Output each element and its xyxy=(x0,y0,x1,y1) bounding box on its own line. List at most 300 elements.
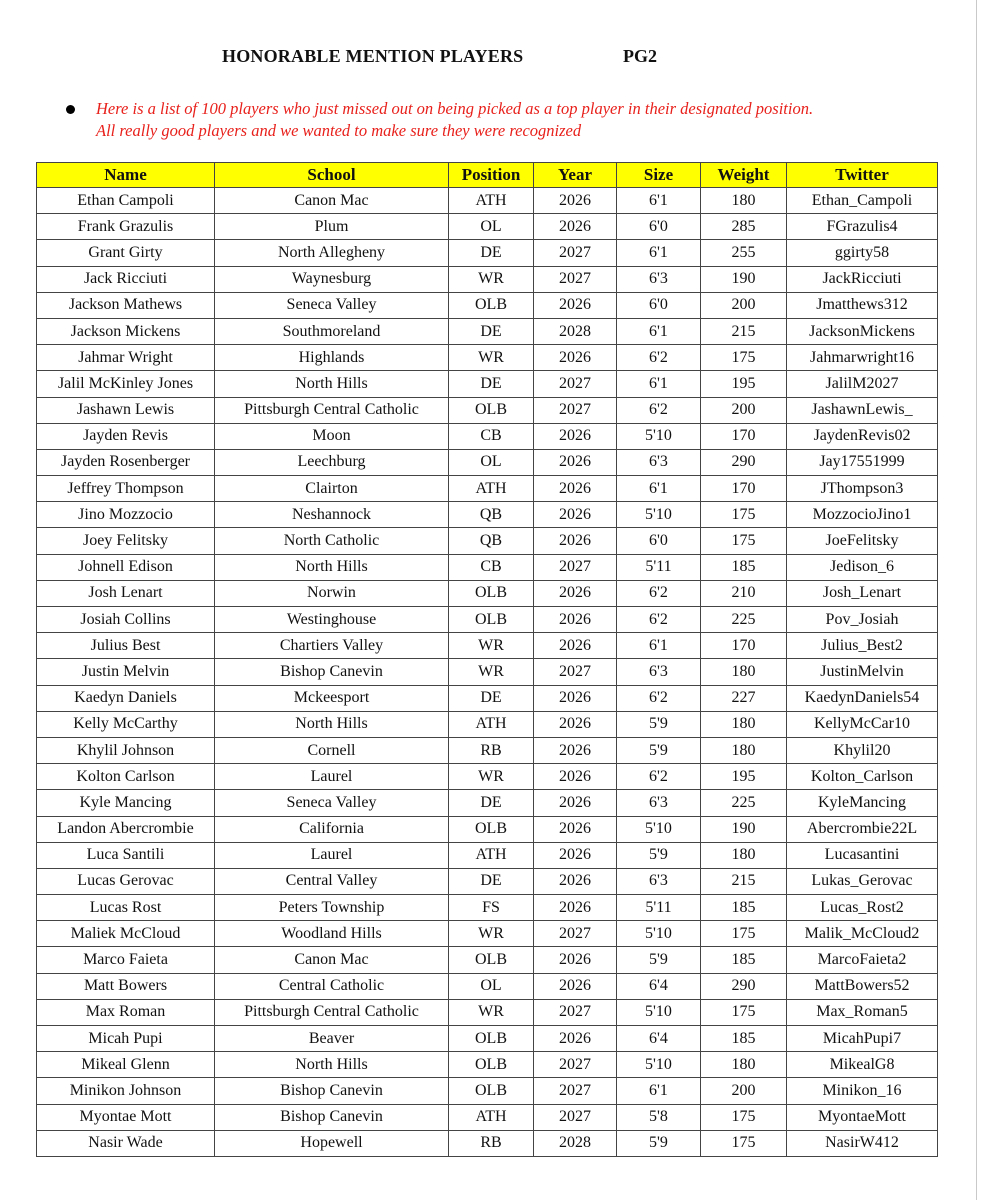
cell-size: 6'2 xyxy=(617,685,701,711)
cell-size: 6'3 xyxy=(617,449,701,475)
cell-year: 2027 xyxy=(534,1078,617,1104)
cell-school: Laurel xyxy=(215,764,449,790)
cell-position: RB xyxy=(449,737,534,763)
cell-size: 6'3 xyxy=(617,266,701,292)
cell-size: 6'4 xyxy=(617,1026,701,1052)
column-header-position: Position xyxy=(449,163,534,188)
cell-twitter: Khylil20 xyxy=(787,737,938,763)
cell-size: 6'1 xyxy=(617,318,701,344)
cell-weight: 175 xyxy=(701,1130,787,1156)
cell-school: Laurel xyxy=(215,842,449,868)
cell-position: OL xyxy=(449,449,534,475)
cell-size: 6'1 xyxy=(617,188,701,214)
cell-position: QB xyxy=(449,528,534,554)
cell-twitter: KellyMcCar10 xyxy=(787,711,938,737)
cell-school: Pittsburgh Central Catholic xyxy=(215,999,449,1025)
cell-twitter: ggirty58 xyxy=(787,240,938,266)
cell-weight: 180 xyxy=(701,711,787,737)
cell-twitter: Kolton_Carlson xyxy=(787,764,938,790)
table-row xyxy=(37,214,938,240)
cell-size: 5'11 xyxy=(617,895,701,921)
cell-position: OLB xyxy=(449,1052,534,1078)
cell-school: Central Catholic xyxy=(215,973,449,999)
table-row xyxy=(37,318,938,344)
cell-size: 5'9 xyxy=(617,737,701,763)
cell-school: Bishop Canevin xyxy=(215,1104,449,1130)
column-header-name: Name xyxy=(37,163,215,188)
cell-name: Kyle Mancing xyxy=(37,790,215,816)
table-row xyxy=(37,1130,938,1156)
cell-twitter: Abercrombie22L xyxy=(787,816,938,842)
cell-size: 5'8 xyxy=(617,1104,701,1130)
cell-weight: 215 xyxy=(701,868,787,894)
cell-size: 6'1 xyxy=(617,476,701,502)
cell-position: OLB xyxy=(449,292,534,318)
table-row xyxy=(37,737,938,763)
cell-weight: 195 xyxy=(701,764,787,790)
cell-school: Mckeesport xyxy=(215,685,449,711)
cell-school: Westinghouse xyxy=(215,607,449,633)
cell-year: 2026 xyxy=(534,449,617,475)
players-table xyxy=(36,162,938,1157)
cell-position: DE xyxy=(449,371,534,397)
cell-weight: 185 xyxy=(701,1026,787,1052)
cell-size: 5'9 xyxy=(617,711,701,737)
cell-position: CB xyxy=(449,423,534,449)
cell-year: 2026 xyxy=(534,685,617,711)
cell-position: ATH xyxy=(449,188,534,214)
cell-twitter: FGrazulis4 xyxy=(787,214,938,240)
cell-position: QB xyxy=(449,502,534,528)
cell-weight: 200 xyxy=(701,397,787,423)
cell-school: Pittsburgh Central Catholic xyxy=(215,397,449,423)
cell-name: Landon Abercrombie xyxy=(37,816,215,842)
cell-weight: 185 xyxy=(701,895,787,921)
cell-name: Frank Grazulis xyxy=(37,214,215,240)
column-header-weight: Weight xyxy=(701,163,787,188)
cell-size: 6'1 xyxy=(617,371,701,397)
table-row xyxy=(37,188,938,214)
cell-school: Cornell xyxy=(215,737,449,763)
table-body xyxy=(37,188,938,1157)
cell-year: 2027 xyxy=(534,397,617,423)
cell-school: California xyxy=(215,816,449,842)
cell-position: ATH xyxy=(449,1104,534,1130)
cell-name: Minikon Johnson xyxy=(37,1078,215,1104)
table-header-row xyxy=(37,163,938,188)
cell-size: 6'2 xyxy=(617,607,701,633)
cell-school: Leechburg xyxy=(215,449,449,475)
cell-school: Seneca Valley xyxy=(215,790,449,816)
table-row xyxy=(37,685,938,711)
cell-name: Grant Girty xyxy=(37,240,215,266)
cell-year: 2026 xyxy=(534,947,617,973)
cell-twitter: JoeFelitsky xyxy=(787,528,938,554)
cell-school: Highlands xyxy=(215,345,449,371)
cell-year: 2026 xyxy=(534,842,617,868)
cell-name: Jayden Rosenberger xyxy=(37,449,215,475)
cell-name: Marco Faieta xyxy=(37,947,215,973)
cell-name: Josh Lenart xyxy=(37,580,215,606)
cell-school: Beaver xyxy=(215,1026,449,1052)
cell-name: Jack Ricciuti xyxy=(37,266,215,292)
cell-position: WR xyxy=(449,999,534,1025)
cell-name: Johnell Edison xyxy=(37,554,215,580)
cell-twitter: KyleMancing xyxy=(787,790,938,816)
cell-name: Jeffrey Thompson xyxy=(37,476,215,502)
cell-school: North Hills xyxy=(215,554,449,580)
cell-name: Jackson Mickens xyxy=(37,318,215,344)
cell-weight: 210 xyxy=(701,580,787,606)
column-header-twitter: Twitter xyxy=(787,163,938,188)
cell-position: ATH xyxy=(449,842,534,868)
table-row xyxy=(37,554,938,580)
cell-year: 2026 xyxy=(534,868,617,894)
cell-school: Norwin xyxy=(215,580,449,606)
table-row xyxy=(37,973,938,999)
cell-twitter: MicahPupi7 xyxy=(787,1026,938,1052)
table-row xyxy=(37,397,938,423)
cell-twitter: KaedynDaniels54 xyxy=(787,685,938,711)
cell-weight: 175 xyxy=(701,921,787,947)
cell-position: WR xyxy=(449,659,534,685)
cell-position: OL xyxy=(449,973,534,999)
cell-position: FS xyxy=(449,895,534,921)
cell-position: OLB xyxy=(449,816,534,842)
cell-size: 6'0 xyxy=(617,528,701,554)
cell-position: ATH xyxy=(449,476,534,502)
cell-position: WR xyxy=(449,764,534,790)
cell-position: OLB xyxy=(449,397,534,423)
cell-weight: 180 xyxy=(701,1052,787,1078)
table-row xyxy=(37,895,938,921)
cell-size: 5'10 xyxy=(617,502,701,528)
cell-twitter: Minikon_16 xyxy=(787,1078,938,1104)
cell-size: 6'0 xyxy=(617,214,701,240)
cell-twitter: JacksonMickens xyxy=(787,318,938,344)
cell-year: 2026 xyxy=(534,737,617,763)
cell-size: 6'1 xyxy=(617,633,701,659)
cell-weight: 200 xyxy=(701,1078,787,1104)
cell-twitter: MattBowers52 xyxy=(787,973,938,999)
cell-size: 6'3 xyxy=(617,790,701,816)
table-row xyxy=(37,266,938,292)
cell-year: 2027 xyxy=(534,999,617,1025)
table-row xyxy=(37,502,938,528)
cell-year: 2026 xyxy=(534,423,617,449)
cell-name: Jackson Mathews xyxy=(37,292,215,318)
cell-year: 2026 xyxy=(534,633,617,659)
table-row xyxy=(37,842,938,868)
table-row xyxy=(37,580,938,606)
cell-position: DE xyxy=(449,868,534,894)
cell-weight: 170 xyxy=(701,633,787,659)
table-row xyxy=(37,1078,938,1104)
bullet-icon xyxy=(66,105,75,114)
cell-size: 6'2 xyxy=(617,764,701,790)
table-row xyxy=(37,240,938,266)
cell-school: North Catholic xyxy=(215,528,449,554)
cell-size: 5'10 xyxy=(617,816,701,842)
cell-school: Chartiers Valley xyxy=(215,633,449,659)
cell-name: Justin Melvin xyxy=(37,659,215,685)
cell-name: Joey Felitsky xyxy=(37,528,215,554)
column-header-size: Size xyxy=(617,163,701,188)
page-number: PG2 xyxy=(623,46,657,66)
cell-weight: 180 xyxy=(701,737,787,763)
cell-year: 2026 xyxy=(534,764,617,790)
cell-name: Lucas Rost xyxy=(37,895,215,921)
cell-name: Maliek McCloud xyxy=(37,921,215,947)
cell-year: 2027 xyxy=(534,240,617,266)
cell-position: OLB xyxy=(449,580,534,606)
table-row xyxy=(37,1052,938,1078)
cell-name: Kaedyn Daniels xyxy=(37,685,215,711)
intro-note-text: Here is a list of 100 players who just missed out on being picked as a top player in their designated position. All really good players and we wanted to make sure they were recognized xyxy=(96,99,814,140)
table-row xyxy=(37,921,938,947)
cell-school: North Hills xyxy=(215,371,449,397)
cell-school: Moon xyxy=(215,423,449,449)
cell-name: Kelly McCarthy xyxy=(37,711,215,737)
cell-position: DE xyxy=(449,685,534,711)
cell-twitter: JThompson3 xyxy=(787,476,938,502)
cell-year: 2026 xyxy=(534,528,617,554)
table-row xyxy=(37,868,938,894)
cell-position: WR xyxy=(449,633,534,659)
table-row xyxy=(37,790,938,816)
cell-name: Jahmar Wright xyxy=(37,345,215,371)
cell-name: Kolton Carlson xyxy=(37,764,215,790)
cell-twitter: Pov_Josiah xyxy=(787,607,938,633)
column-header-year: Year xyxy=(534,163,617,188)
cell-year: 2027 xyxy=(534,554,617,580)
cell-year: 2027 xyxy=(534,1052,617,1078)
cell-position: CB xyxy=(449,554,534,580)
cell-weight: 225 xyxy=(701,607,787,633)
cell-school: Canon Mac xyxy=(215,947,449,973)
cell-weight: 170 xyxy=(701,423,787,449)
cell-twitter: JustinMelvin xyxy=(787,659,938,685)
cell-school: Central Valley xyxy=(215,868,449,894)
cell-school: Bishop Canevin xyxy=(215,1078,449,1104)
column-header-school: School xyxy=(215,163,449,188)
cell-twitter: Julius_Best2 xyxy=(787,633,938,659)
cell-size: 6'1 xyxy=(617,240,701,266)
cell-name: Jalil McKinley Jones xyxy=(37,371,215,397)
table-row xyxy=(37,371,938,397)
cell-name: Jayden Revis xyxy=(37,423,215,449)
cell-position: OLB xyxy=(449,1078,534,1104)
cell-position: OLB xyxy=(449,947,534,973)
cell-weight: 255 xyxy=(701,240,787,266)
table-row xyxy=(37,764,938,790)
table-row xyxy=(37,659,938,685)
cell-twitter: Josh_Lenart xyxy=(787,580,938,606)
cell-twitter: JaydenRevis02 xyxy=(787,423,938,449)
cell-weight: 175 xyxy=(701,528,787,554)
cell-weight: 170 xyxy=(701,476,787,502)
cell-twitter: MozzocioJino1 xyxy=(787,502,938,528)
cell-weight: 190 xyxy=(701,816,787,842)
cell-twitter: Jahmarwright16 xyxy=(787,345,938,371)
cell-weight: 175 xyxy=(701,502,787,528)
table-row xyxy=(37,607,938,633)
cell-name: Ethan Campoli xyxy=(37,188,215,214)
cell-position: ATH xyxy=(449,711,534,737)
cell-year: 2026 xyxy=(534,790,617,816)
table-row xyxy=(37,999,938,1025)
cell-name: Max Roman xyxy=(37,999,215,1025)
cell-twitter: Lukas_Gerovac xyxy=(787,868,938,894)
cell-school: Canon Mac xyxy=(215,188,449,214)
cell-year: 2027 xyxy=(534,921,617,947)
cell-year: 2026 xyxy=(534,895,617,921)
cell-name: Jashawn Lewis xyxy=(37,397,215,423)
cell-name: Khylil Johnson xyxy=(37,737,215,763)
table-row xyxy=(37,476,938,502)
cell-year: 2027 xyxy=(534,659,617,685)
cell-school: Seneca Valley xyxy=(215,292,449,318)
cell-position: WR xyxy=(449,345,534,371)
cell-twitter: Max_Roman5 xyxy=(787,999,938,1025)
cell-position: WR xyxy=(449,921,534,947)
cell-weight: 180 xyxy=(701,659,787,685)
table-row xyxy=(37,449,938,475)
cell-size: 6'2 xyxy=(617,345,701,371)
cell-twitter: JashawnLewis_ xyxy=(787,397,938,423)
cell-weight: 195 xyxy=(701,371,787,397)
cell-position: OL xyxy=(449,214,534,240)
cell-weight: 175 xyxy=(701,1104,787,1130)
cell-school: Clairton xyxy=(215,476,449,502)
cell-size: 6'4 xyxy=(617,973,701,999)
cell-weight: 190 xyxy=(701,266,787,292)
cell-name: Josiah Collins xyxy=(37,607,215,633)
cell-year: 2027 xyxy=(534,371,617,397)
cell-weight: 290 xyxy=(701,973,787,999)
cell-weight: 227 xyxy=(701,685,787,711)
cell-position: WR xyxy=(449,266,534,292)
cell-name: Mikeal Glenn xyxy=(37,1052,215,1078)
cell-year: 2026 xyxy=(534,476,617,502)
cell-year: 2027 xyxy=(534,266,617,292)
cell-size: 5'10 xyxy=(617,423,701,449)
cell-size: 6'2 xyxy=(617,580,701,606)
cell-position: DE xyxy=(449,240,534,266)
cell-size: 5'9 xyxy=(617,842,701,868)
cell-name: Jino Mozzocio xyxy=(37,502,215,528)
cell-school: Plum xyxy=(215,214,449,240)
cell-name: Julius Best xyxy=(37,633,215,659)
cell-weight: 290 xyxy=(701,449,787,475)
cell-year: 2026 xyxy=(534,188,617,214)
cell-year: 2026 xyxy=(534,580,617,606)
cell-weight: 185 xyxy=(701,554,787,580)
cell-size: 6'0 xyxy=(617,292,701,318)
table-row xyxy=(37,816,938,842)
cell-school: Waynesburg xyxy=(215,266,449,292)
cell-weight: 185 xyxy=(701,947,787,973)
cell-year: 2026 xyxy=(534,1026,617,1052)
cell-twitter: JackRicciuti xyxy=(787,266,938,292)
cell-size: 5'9 xyxy=(617,947,701,973)
cell-position: OLB xyxy=(449,607,534,633)
cell-name: Myontae Mott xyxy=(37,1104,215,1130)
cell-twitter: Lucasantini xyxy=(787,842,938,868)
cell-weight: 215 xyxy=(701,318,787,344)
table-row xyxy=(37,1104,938,1130)
cell-weight: 200 xyxy=(701,292,787,318)
cell-year: 2028 xyxy=(534,1130,617,1156)
cell-size: 6'1 xyxy=(617,1078,701,1104)
cell-year: 2028 xyxy=(534,318,617,344)
cell-school: Southmoreland xyxy=(215,318,449,344)
cell-school: Bishop Canevin xyxy=(215,659,449,685)
table-row xyxy=(37,423,938,449)
cell-name: Lucas Gerovac xyxy=(37,868,215,894)
cell-size: 5'10 xyxy=(617,999,701,1025)
cell-school: North Hills xyxy=(215,1052,449,1078)
cell-school: North Hills xyxy=(215,711,449,737)
cell-name: Matt Bowers xyxy=(37,973,215,999)
cell-weight: 180 xyxy=(701,188,787,214)
cell-year: 2026 xyxy=(534,607,617,633)
page-edge-divider xyxy=(976,0,977,1200)
cell-school: Hopewell xyxy=(215,1130,449,1156)
cell-size: 5'11 xyxy=(617,554,701,580)
cell-twitter: Jay17551999 xyxy=(787,449,938,475)
cell-year: 2026 xyxy=(534,345,617,371)
cell-size: 6'2 xyxy=(617,397,701,423)
cell-size: 5'9 xyxy=(617,1130,701,1156)
cell-size: 6'3 xyxy=(617,659,701,685)
cell-name: Luca Santili xyxy=(37,842,215,868)
table-row xyxy=(37,633,938,659)
cell-weight: 225 xyxy=(701,790,787,816)
table-row xyxy=(37,947,938,973)
table-row xyxy=(37,1026,938,1052)
cell-year: 2026 xyxy=(534,502,617,528)
cell-school: Peters Township xyxy=(215,895,449,921)
cell-position: RB xyxy=(449,1130,534,1156)
cell-position: DE xyxy=(449,790,534,816)
cell-year: 2026 xyxy=(534,711,617,737)
cell-weight: 175 xyxy=(701,999,787,1025)
cell-twitter: Ethan_Campoli xyxy=(787,188,938,214)
cell-size: 5'10 xyxy=(617,1052,701,1078)
page-header xyxy=(0,46,989,70)
cell-name: Nasir Wade xyxy=(37,1130,215,1156)
table-row xyxy=(37,711,938,737)
table-row xyxy=(37,528,938,554)
cell-position: OLB xyxy=(449,1026,534,1052)
table-row xyxy=(37,292,938,318)
cell-size: 5'10 xyxy=(617,921,701,947)
cell-weight: 180 xyxy=(701,842,787,868)
cell-twitter: MyontaeMott xyxy=(787,1104,938,1130)
cell-size: 6'3 xyxy=(617,868,701,894)
cell-twitter: Jmatthews312 xyxy=(787,292,938,318)
cell-year: 2026 xyxy=(534,973,617,999)
cell-school: Woodland Hills xyxy=(215,921,449,947)
cell-school: Neshannock xyxy=(215,502,449,528)
cell-twitter: NasirW412 xyxy=(787,1130,938,1156)
cell-twitter: Malik_McCloud2 xyxy=(787,921,938,947)
cell-weight: 175 xyxy=(701,345,787,371)
cell-twitter: MikealG8 xyxy=(787,1052,938,1078)
cell-twitter: MarcoFaieta2 xyxy=(787,947,938,973)
cell-year: 2026 xyxy=(534,292,617,318)
